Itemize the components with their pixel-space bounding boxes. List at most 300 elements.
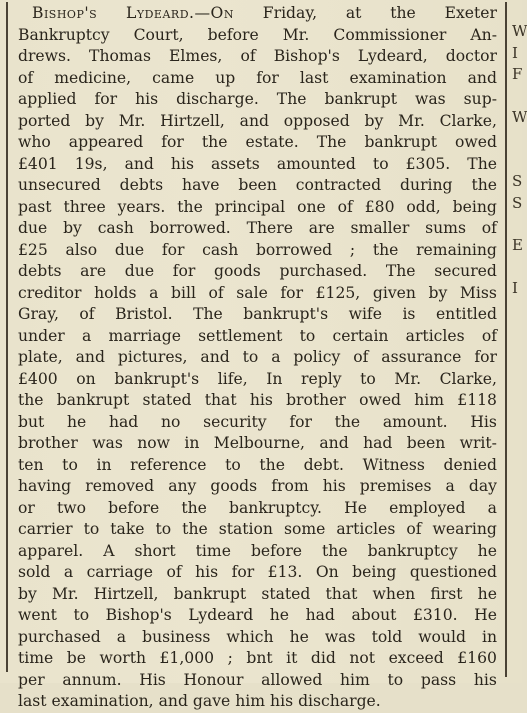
article-word: Clarke, <box>439 369 497 388</box>
article-word: £160 <box>457 649 497 667</box>
article-word: any <box>168 477 197 495</box>
article-word: Mr. <box>118 111 146 130</box>
article-word: on <box>76 369 96 388</box>
article-word: had <box>305 606 335 624</box>
adjacent-fragment-line: F <box>512 65 523 84</box>
article-word: him <box>414 391 445 409</box>
article-word: to <box>387 670 404 689</box>
article-word: take <box>110 520 145 538</box>
article-word: settlement <box>198 326 283 345</box>
article-word: been <box>238 176 277 194</box>
article-word: from <box>271 477 309 495</box>
article-word: life, <box>217 369 248 388</box>
article-line <box>18 111 497 133</box>
article-line <box>18 68 497 90</box>
article-line <box>18 89 497 111</box>
adjacent-fragment-line: E <box>512 236 523 255</box>
article-word: Elmes, <box>169 47 223 65</box>
article-word: £80 <box>364 197 395 216</box>
article-word: not <box>349 649 376 667</box>
article-line <box>18 240 497 262</box>
article-word: for <box>474 348 497 366</box>
article-word: sup- <box>463 90 497 108</box>
article-word: articles <box>405 326 465 345</box>
article-word: bankrupt <box>324 90 398 108</box>
article-word: who <box>18 133 51 151</box>
article-word: that <box>204 391 237 409</box>
adjacent-fragment-line <box>512 364 522 385</box>
article-word: doctor <box>445 47 497 65</box>
article-word: the <box>334 412 361 431</box>
article-word: odd, <box>406 197 441 216</box>
adjacent-fragment-line <box>512 342 522 363</box>
article-word: to <box>225 455 241 474</box>
article-word: under <box>18 326 65 345</box>
article-word: removed <box>85 477 155 495</box>
article-word: was <box>415 90 446 108</box>
article-word: for <box>289 412 312 431</box>
adjacent-fragment-line: W <box>512 107 527 126</box>
article-word: The <box>467 154 497 173</box>
article-word: marriage <box>108 326 181 345</box>
article-word: of <box>406 520 422 538</box>
adjacent-fragment-line <box>512 449 522 470</box>
article-word: the <box>177 197 203 216</box>
article-line <box>18 519 497 541</box>
article-line <box>18 455 497 477</box>
article-word: due <box>114 240 145 259</box>
article-word: up <box>215 68 236 87</box>
article-word: examination <box>349 68 447 87</box>
article-word: owed <box>454 133 497 151</box>
article-word: that <box>325 584 358 603</box>
adjacent-fragment-line <box>512 86 522 107</box>
article-word: bankrupt's <box>243 305 329 323</box>
adjacent-fragment-line <box>512 128 522 149</box>
article-word: Lydeard, <box>357 47 428 65</box>
article-word: was <box>92 434 123 452</box>
article-word: An- <box>470 25 497 44</box>
adjacent-fragment-line <box>512 642 522 663</box>
article-word: the <box>259 455 285 474</box>
article-line <box>18 46 497 68</box>
adjacent-fragment-line <box>512 578 522 599</box>
article-word: ; <box>227 649 233 667</box>
article-word: for <box>94 90 118 108</box>
article-word: first <box>430 584 463 603</box>
article-word: before <box>250 541 303 560</box>
adjacent-column-fragment <box>512 0 527 683</box>
article-word: his <box>249 391 273 409</box>
article-word: applied <box>18 90 77 108</box>
article-word: £401 <box>18 154 58 173</box>
adjacent-fragment-line <box>512 663 522 684</box>
article-word: worth <box>99 649 146 667</box>
article-word: he <box>66 412 87 431</box>
article-word: opposed <box>283 111 350 130</box>
adjacent-fragment-line: I <box>512 279 518 298</box>
adjacent-fragment-line <box>512 406 522 427</box>
article-word: and <box>200 348 230 366</box>
article-word: unsecured <box>18 176 101 194</box>
article-word: for <box>172 262 196 280</box>
article-word: time <box>195 541 231 560</box>
article-word: for <box>280 283 304 302</box>
article-word: Lydeard.—On <box>126 4 234 22</box>
article-word: The <box>193 305 223 323</box>
article-word: a <box>116 627 127 646</box>
article-word: in <box>96 455 112 474</box>
article-line <box>18 433 497 455</box>
article-word: There <box>246 219 293 237</box>
article-word: one <box>297 197 326 216</box>
article-word: Friday, <box>262 4 318 22</box>
article-line <box>18 627 497 649</box>
adjacent-fragment-line <box>512 471 522 492</box>
article-word: medicine, <box>54 68 132 87</box>
article-word: apparel. <box>18 541 84 560</box>
article-word: a <box>487 498 497 517</box>
article-word: told <box>371 627 403 646</box>
article-line <box>18 369 497 391</box>
article-word: Clarke, <box>439 111 497 130</box>
article-word: stated <box>261 584 311 603</box>
article-word: his <box>270 692 294 710</box>
article-word: Hirtzell, <box>160 111 225 130</box>
article-word: wife <box>348 305 382 323</box>
article-word: being <box>452 197 497 216</box>
article-word: assurance <box>381 348 462 366</box>
article-word: his <box>473 670 497 689</box>
article-word: he <box>269 606 290 624</box>
article-word: On <box>315 563 339 581</box>
article-line <box>18 154 497 176</box>
article-word: Melbourne, <box>213 434 306 452</box>
article-word: of <box>353 348 369 366</box>
article-word: three <box>63 197 106 216</box>
article-word: the <box>390 4 416 22</box>
article-word: a <box>63 563 74 581</box>
adjacent-fragment-line <box>512 299 522 320</box>
adjacent-fragment-line <box>512 620 522 641</box>
article-word: articles <box>336 520 396 538</box>
article-word: now <box>137 434 170 452</box>
article-word: bankrupt <box>364 133 437 151</box>
article-word: appeared <box>68 133 144 151</box>
article-word: two <box>56 498 86 517</box>
article-word: in <box>184 434 200 452</box>
article-word: years. <box>117 197 166 216</box>
article-word: past <box>18 197 52 216</box>
article-word: the <box>471 176 497 194</box>
article-word: by <box>85 111 104 130</box>
article-word: Gray, <box>18 305 59 323</box>
article-word: sale <box>236 283 268 302</box>
article-word: Exeter <box>444 4 497 22</box>
article-word: pass <box>420 670 457 689</box>
article-word: for <box>161 240 185 259</box>
article-word: but <box>18 412 45 431</box>
article-word: smaller <box>350 219 410 237</box>
article-word: is <box>402 305 416 323</box>
article-word: had <box>363 434 393 452</box>
article-word: of <box>18 68 34 87</box>
article-word: pictures, <box>117 348 188 366</box>
article-word: brother <box>286 391 346 409</box>
article-line <box>18 498 497 520</box>
article-word: by <box>18 584 37 603</box>
article-word: by <box>364 111 384 130</box>
article-word: 19s, <box>74 154 108 173</box>
article-word: it <box>286 649 298 667</box>
article-word: about <box>351 606 397 624</box>
article-word: a <box>81 326 92 345</box>
article-word: stated <box>142 391 192 409</box>
article-word: denied <box>443 455 497 474</box>
article-word: discharge. <box>176 90 259 108</box>
article-word: business <box>142 627 211 646</box>
article-word: contracted <box>295 176 382 194</box>
article-word: per <box>18 670 45 689</box>
adjacent-fragment-line <box>512 321 522 342</box>
article-line <box>18 218 497 240</box>
adjacent-fragment-line <box>512 556 522 577</box>
article-word: ported <box>18 111 71 130</box>
article-word: to <box>299 326 316 345</box>
article-word: He <box>344 498 367 517</box>
adjacent-fragment-line: S <box>512 193 523 212</box>
article-word: Bishop's <box>105 606 172 624</box>
article-word: assets <box>211 154 260 173</box>
article-word: ; <box>349 240 356 259</box>
article-line <box>18 562 497 584</box>
article-word: to <box>155 520 172 538</box>
article-line <box>18 25 497 47</box>
article-word: in <box>481 627 497 646</box>
article-word: Bankruptcy <box>18 25 110 44</box>
article-word: some <box>283 520 326 538</box>
article-word: for <box>256 68 279 87</box>
article-word: of <box>481 219 497 237</box>
adjacent-fragment-line <box>512 150 522 171</box>
article-word: Mr. <box>51 584 79 603</box>
article-word: to <box>62 455 78 474</box>
article-word: £125, <box>315 283 361 302</box>
article-word: wearing <box>432 520 497 538</box>
article-word: time <box>18 649 54 667</box>
article-word: Miss <box>459 283 497 302</box>
article-word: bankrupt's <box>114 369 200 388</box>
article-word: had <box>108 412 139 431</box>
adjacent-fragment-line: W <box>512 22 527 41</box>
article-line <box>18 584 497 606</box>
article-word: £310. <box>412 606 458 624</box>
article-word: bankrupt <box>173 584 247 603</box>
article-word: of <box>166 563 182 581</box>
article-line <box>18 390 497 412</box>
article-line <box>18 132 497 154</box>
article-word: his <box>322 477 346 495</box>
article-word: the <box>372 240 399 259</box>
article-word: borrowed. <box>149 219 231 237</box>
article-word: writ- <box>459 434 497 452</box>
article-word: Thomas <box>89 47 151 65</box>
article-word: last <box>18 692 47 710</box>
article-word: £13. <box>267 563 303 581</box>
article-word: a <box>149 283 159 302</box>
article-word: goods <box>210 477 258 495</box>
article-line <box>18 670 497 692</box>
article-word: was <box>324 627 356 646</box>
article-word: exceed <box>388 649 444 667</box>
article-word: carrier <box>18 520 73 538</box>
article-word: amount. <box>382 412 448 431</box>
article-word: bankruptcy. <box>229 498 322 517</box>
article-word: the <box>18 391 44 409</box>
article-word: reply <box>301 369 342 388</box>
adjacent-fragment-line <box>512 385 522 406</box>
article-word: the <box>201 133 228 151</box>
article-word: Bishop's <box>273 47 340 65</box>
article-line <box>18 347 497 369</box>
article-word: debts <box>119 176 164 194</box>
adjacent-fragment-line <box>512 428 522 449</box>
article-word: to <box>372 154 389 173</box>
article-word: to <box>83 520 100 538</box>
article-word: creditor <box>18 283 82 302</box>
article-word: having <box>18 477 72 495</box>
article-word: His <box>470 412 497 431</box>
article-word: premises <box>359 477 432 495</box>
article-word: be <box>66 649 86 667</box>
article-word: security <box>203 412 267 431</box>
article-word: for <box>161 133 184 151</box>
article-word: secured <box>434 262 497 280</box>
article-word: the <box>182 520 208 538</box>
article-word: entitled <box>435 305 497 323</box>
article-word: Mr. <box>282 25 310 44</box>
article-word: before <box>108 498 160 517</box>
article-word: remaining <box>416 240 497 259</box>
article-word: due <box>18 219 48 237</box>
article-word: Lydeard <box>188 606 254 624</box>
article-line <box>18 541 497 563</box>
article-word: policy <box>293 348 341 366</box>
article-word: Commissioner <box>333 25 447 44</box>
adjacent-fragment-line <box>512 492 522 513</box>
article-word: due <box>124 262 155 280</box>
article-word: and <box>124 154 154 173</box>
article-word: In <box>266 369 283 388</box>
article-word: A <box>103 541 115 560</box>
article-word: are <box>80 262 107 280</box>
article-word: drews. <box>18 47 71 65</box>
article-word: carriage <box>86 563 154 581</box>
article-line <box>18 283 497 305</box>
article-word: questioned <box>409 563 497 581</box>
article-word: examination, <box>51 692 154 710</box>
article-word: no <box>160 412 181 431</box>
article-word: Court, <box>133 25 184 44</box>
article-word: purchased. <box>279 262 368 280</box>
article-word: debts <box>18 262 62 280</box>
article-word: for <box>231 563 255 581</box>
article-word: or <box>18 498 35 517</box>
article-line <box>18 175 497 197</box>
article-word: by <box>63 219 82 237</box>
article-word: estate. <box>245 133 299 151</box>
article-word: borrowed <box>255 240 333 259</box>
article-line <box>18 197 497 219</box>
adjacent-fragment-line <box>512 535 522 556</box>
article-word: principal <box>214 197 286 216</box>
left-column-rule <box>6 2 8 672</box>
article-word: purchased <box>18 627 101 646</box>
article-line <box>18 691 497 713</box>
article-word: came <box>152 68 195 87</box>
article-word: of <box>481 326 497 345</box>
article-word: to <box>242 348 259 366</box>
article-word: him <box>340 670 370 689</box>
article-word: brother <box>18 434 78 452</box>
article-word: been <box>406 434 446 452</box>
article-word: The <box>276 90 307 108</box>
article-word: The <box>316 133 347 151</box>
article-word: owed <box>359 391 402 409</box>
article-word: holds <box>94 283 137 302</box>
article-word: when <box>372 584 416 603</box>
right-column-rule <box>505 2 507 677</box>
article-word: cash <box>97 219 134 237</box>
article-word: and <box>319 434 349 452</box>
article-line <box>18 648 497 670</box>
adjacent-fragment-line <box>512 214 522 235</box>
article-word: the <box>181 498 207 517</box>
article-word: Bishop's <box>32 4 98 22</box>
article-word: also <box>65 240 98 259</box>
article-word: which <box>226 627 274 646</box>
article-word: Mr. <box>394 369 422 388</box>
article-word: he <box>289 627 309 646</box>
article-word: £118 <box>457 391 497 409</box>
article-word: and <box>158 692 188 710</box>
article-word: given <box>372 283 416 302</box>
article-word: a <box>445 477 455 495</box>
article-word: day <box>468 477 497 495</box>
article-word: station <box>218 520 273 538</box>
article-word: Mr. <box>398 111 425 130</box>
article-word: he <box>477 584 497 603</box>
article-word: The <box>385 262 416 280</box>
adjacent-fragment-line <box>512 257 522 278</box>
article-word: £400 <box>18 369 58 388</box>
article-word: a <box>271 348 281 366</box>
article-word: £305. <box>405 154 451 173</box>
article-word: have <box>182 176 220 194</box>
article-word: bankruptcy <box>367 541 458 560</box>
article-word: and <box>467 68 497 87</box>
article-word: him <box>235 692 266 710</box>
article-word: bankrupt <box>56 391 130 409</box>
article-word: Witness <box>362 455 425 474</box>
article-word: the <box>322 541 348 560</box>
article-word: before <box>207 25 259 44</box>
article-word: and <box>75 348 105 366</box>
article-word: are <box>308 219 335 237</box>
article-word: reference <box>130 455 207 474</box>
article-word: short <box>134 541 176 560</box>
adjacent-fragment-line: S <box>512 172 523 191</box>
